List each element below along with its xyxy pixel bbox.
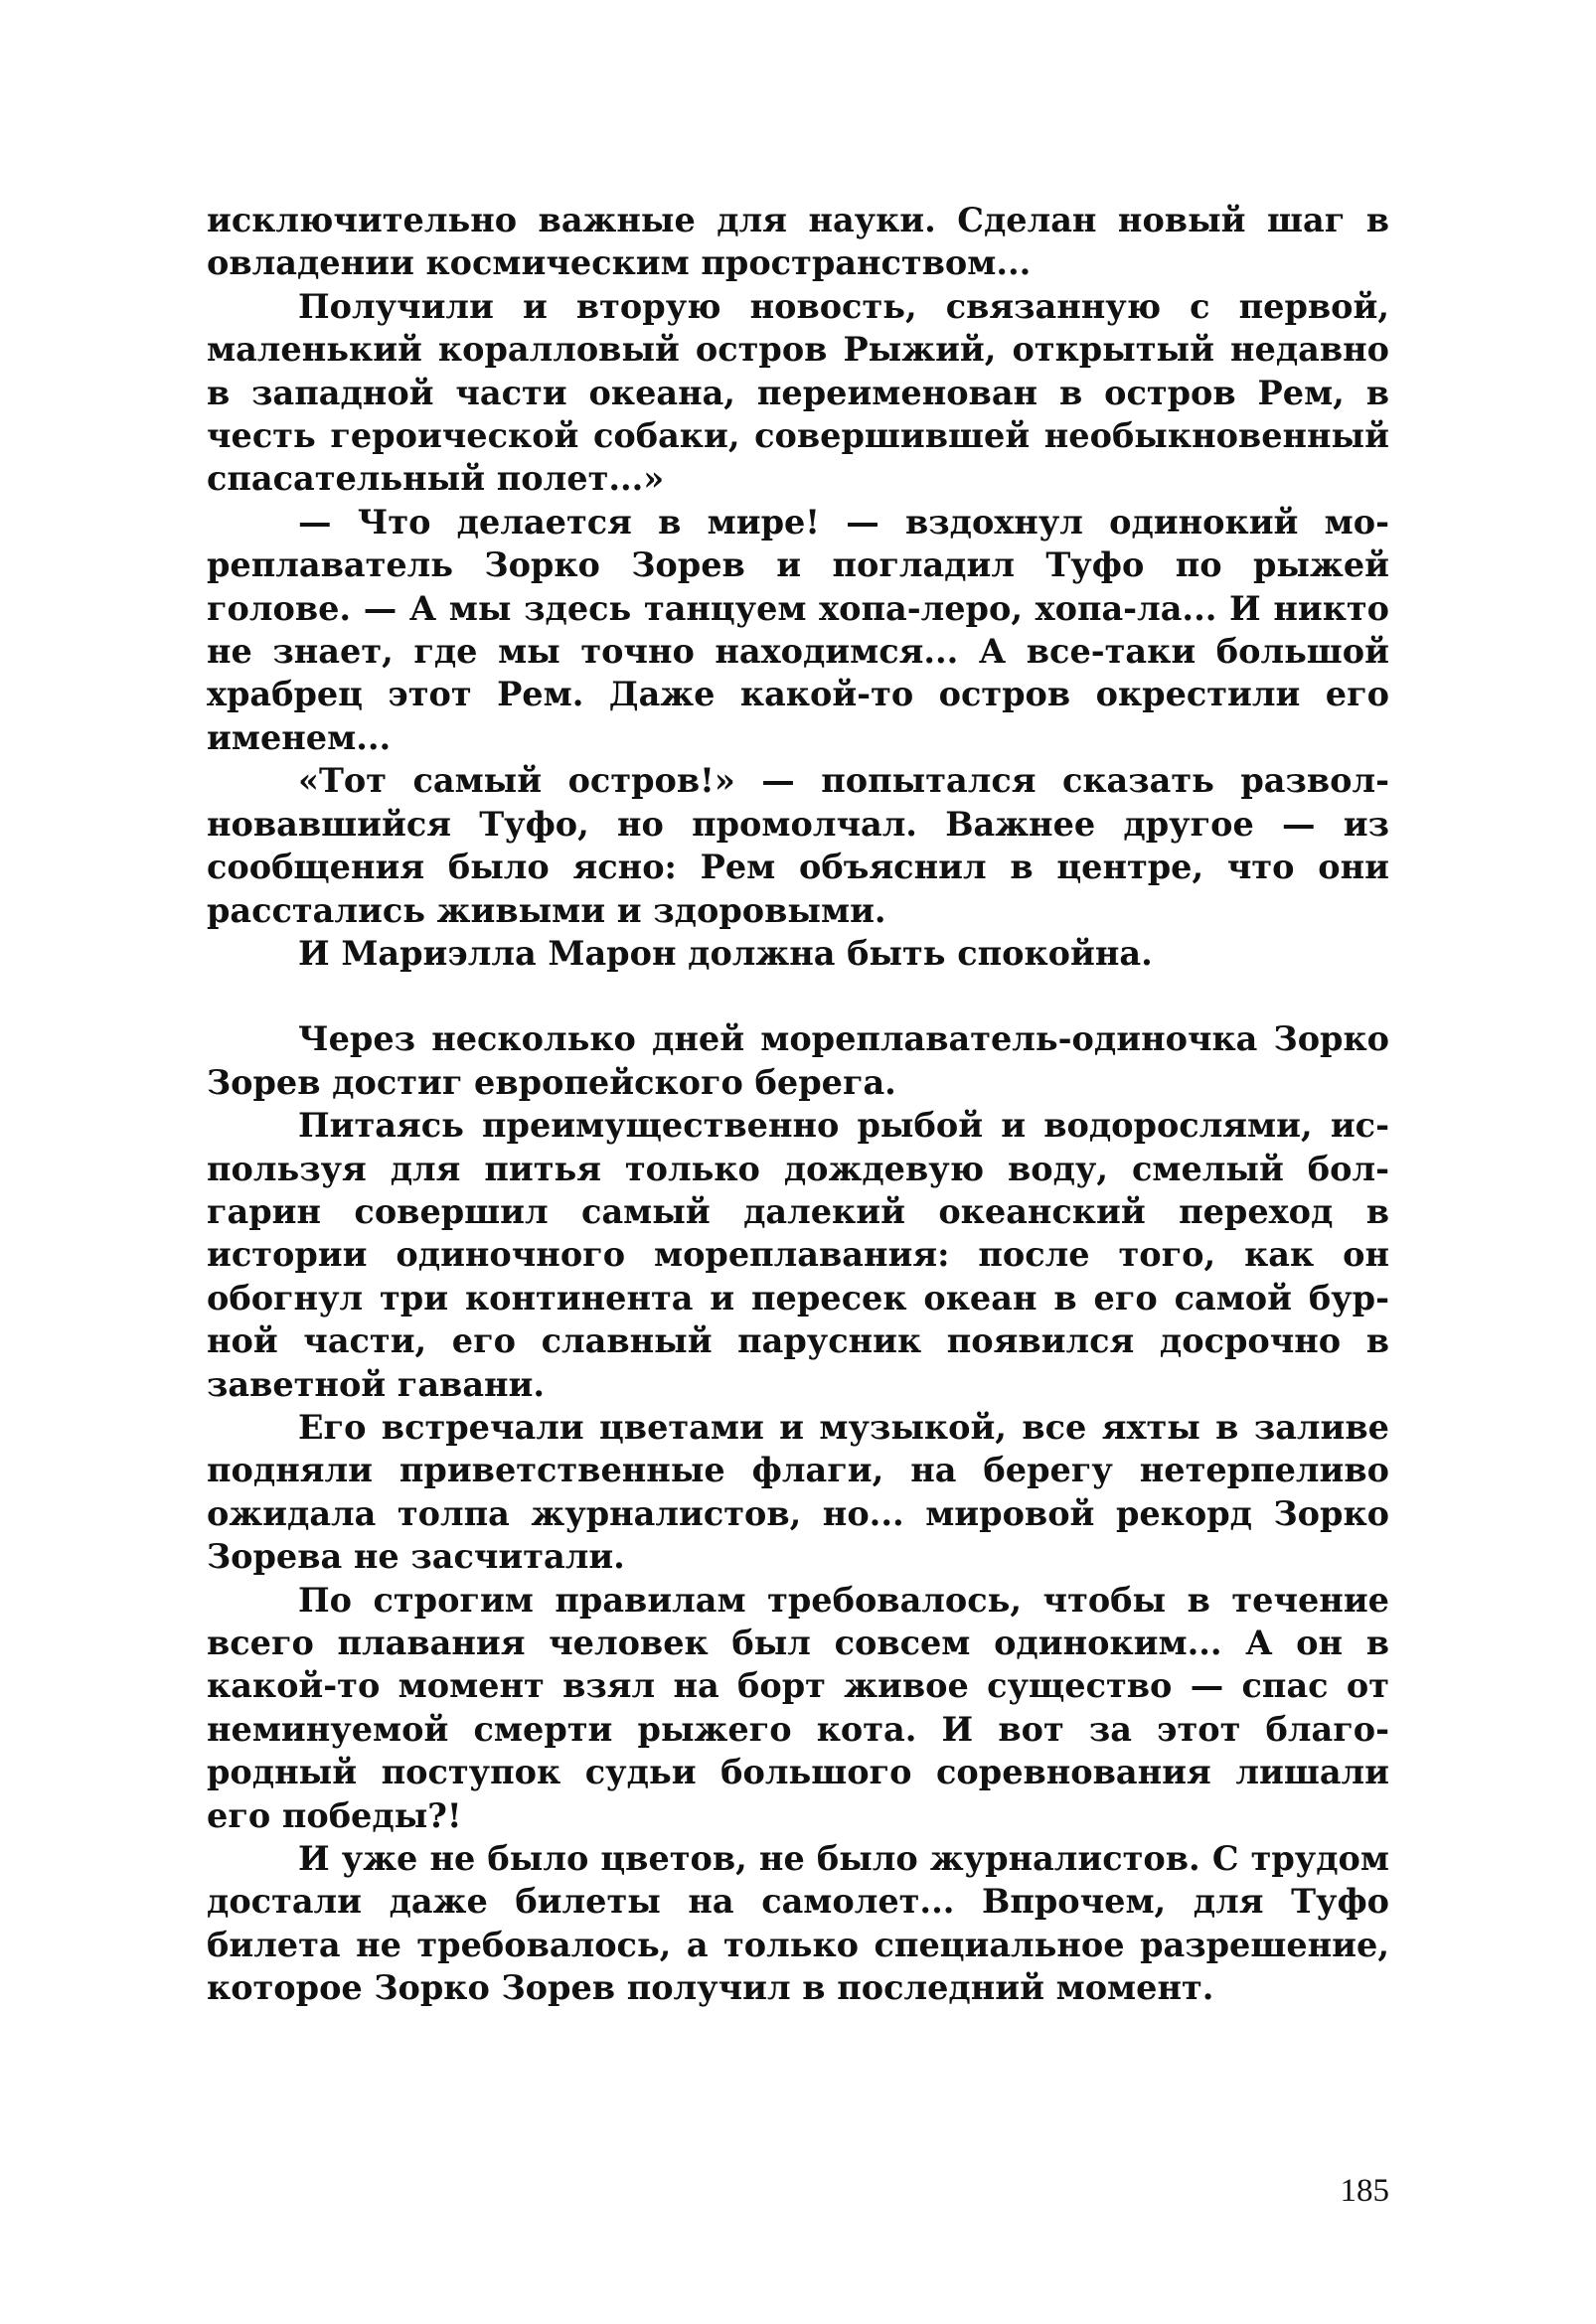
paragraph: И уже не было цветов, не было журналистов. С трудом достали даже билеты на самолет... Впрочем, для Туфо билета не требовалось, а только специальное разрешение, которое Зорко Зорев получил в последний момент. (207, 1839, 1389, 2008)
paragraph: И Мариэлла Марон должна быть спокойна. (298, 933, 1153, 973)
paragraph: Его встречали цветами и музыкой, все яхты в заливе подняли приветственные флаги, на берегу нетерпеливо ожидала толпа журналистов, но... мировой рекорд Зорко Зорева не засчитали. (207, 1407, 1389, 1577)
paragraph: По строгим правилам требовалось, чтобы в течение всего плавания человек был совсем одиноким... А он в какой-то момент взял на борт живое существо — спас от неминуемой смерти рыжего кота. И вот за этот благородный поступок судьи большого соревнования лишали его победы?! (207, 1580, 1389, 1835)
paragraph: Получили и вторую новость, связанную с первой, маленький коралловый остров Рыжий, открытый недавно в западной части океана, переименован в остров Рем, в честь героической собаки, совершившей необыкновенный спасательный полет...» (207, 286, 1389, 499)
paragraph: Питаясь преимущественно рыбой и водорослями, используя для питья только дождевую воду, смелый болгарин совершил самый далекий океанский переход в истории одиночного мореплавания: после того, как он обогнул три континента и пересек океан в его самой бурной части, его славный парусник появился досрочно в заветной гавани. (207, 1106, 1389, 1404)
paragraph: исключительно важные для науки. Сделан новый шаг в овладении космическим пространством... (207, 201, 1389, 283)
page-number: 185 (1340, 2173, 1389, 2209)
paragraph: Через несколько дней мореплаватель-одиночка Зорко Зорев достиг европейского берега. (207, 1019, 1389, 1102)
section-break (207, 975, 1389, 1017)
paragraph: — Что делается в мире! — вздохнул одинокий мореплаватель Зорко Зорев и погладил Туфо по рыжей голове. — А мы здесь танцуем хопа-леро, хопа-ла... И никто не знает, где мы точно находимся... А все-таки большой храбрец этот Рем. Даже какой-то остров окрестили его именем... (207, 502, 1389, 757)
page-text (207, 199, 1389, 2010)
paragraph: «Тот самый остров!» — попытался сказать разволновавшийся Туфо, но промолчал. Важнее другое — из сообщения было ясно: Рем объяснил в центре, что они расстались живыми и здоровыми. (207, 761, 1389, 930)
